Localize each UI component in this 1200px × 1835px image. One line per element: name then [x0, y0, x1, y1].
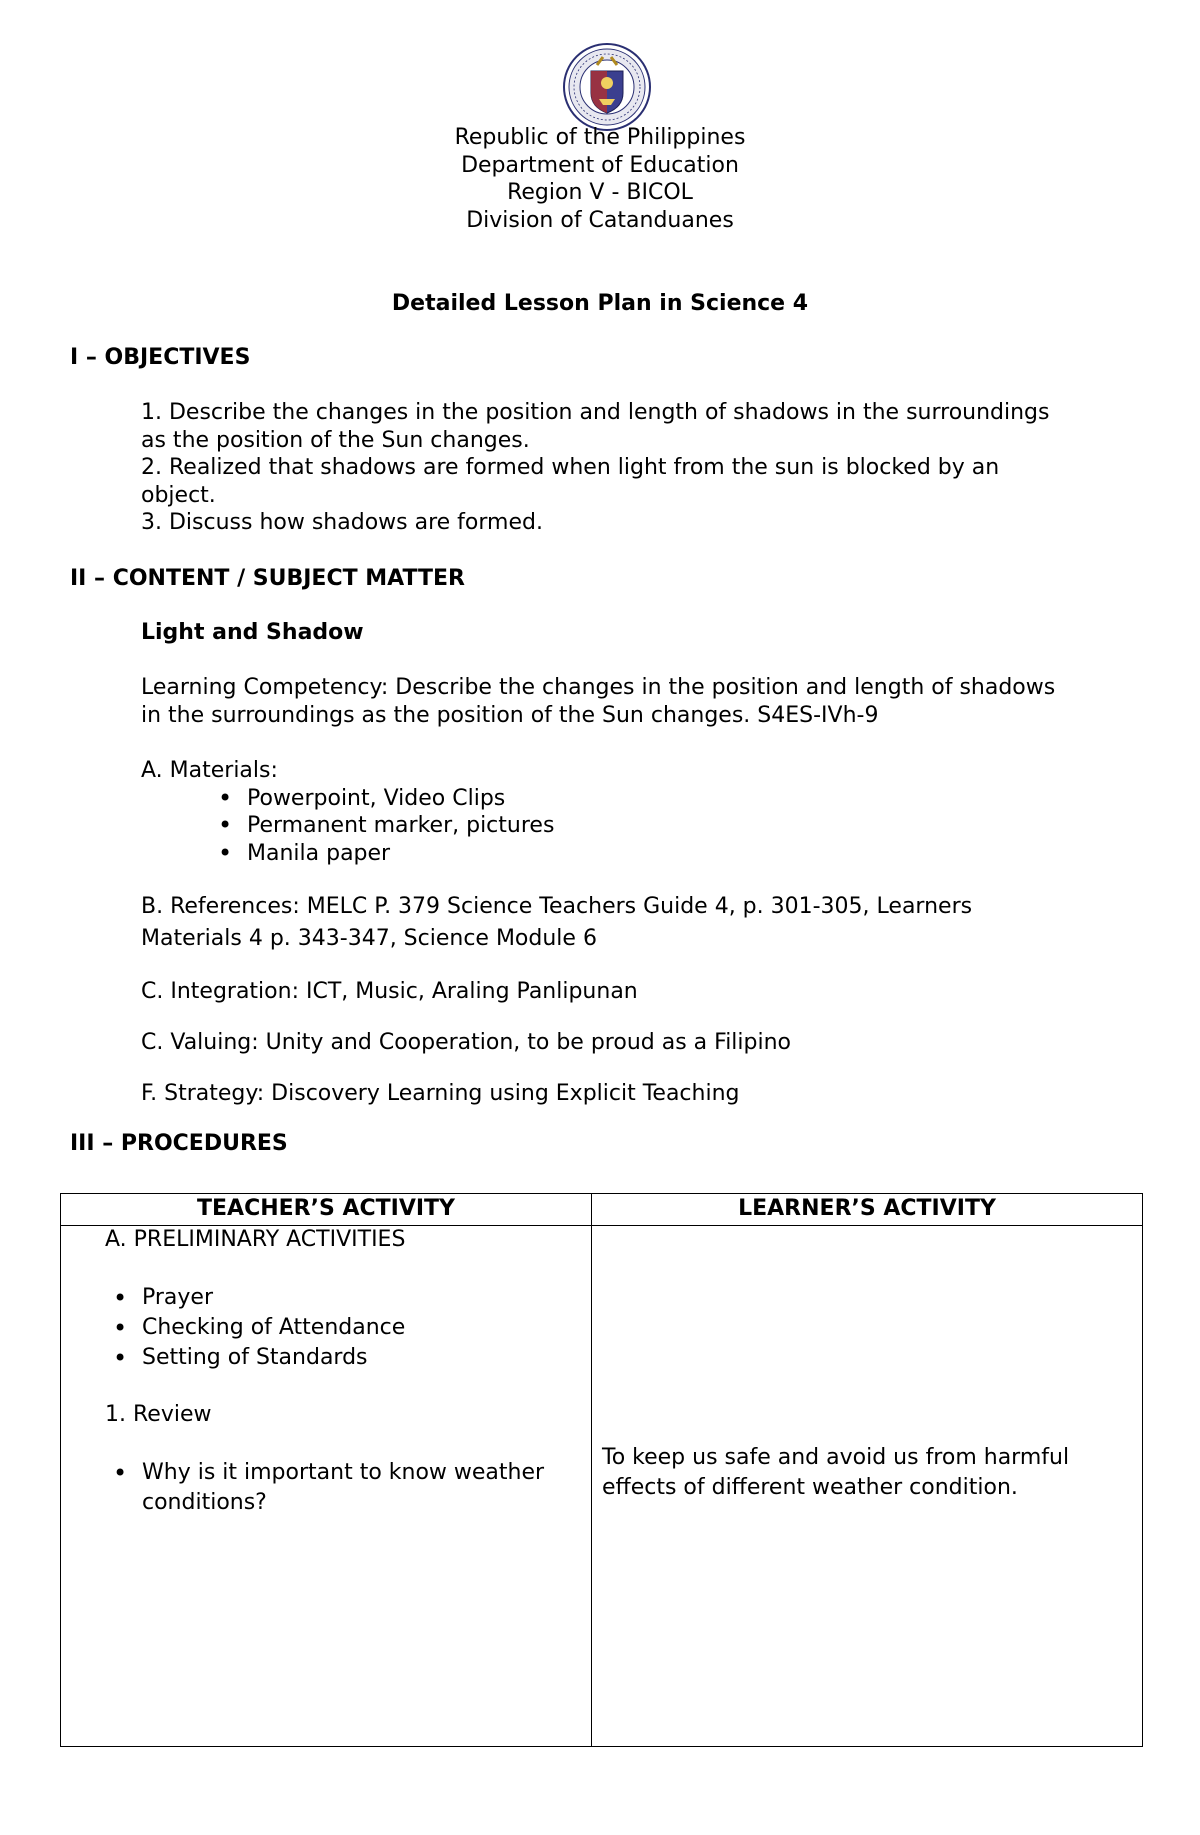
review-question: [142, 1458, 544, 1518]
materials-label: A. Materials:: [141, 758, 278, 783]
learner-answer-line: effects of different weather condition.: [602, 1475, 1018, 1500]
competency-line: Learning Competency: Describe the changes in the position and length of shadows: [141, 675, 1056, 700]
column-header-teacher: TEACHER’S ACTIVITY: [61, 1194, 592, 1226]
material-item: • Permanent marker, pictures: [247, 812, 554, 840]
competency-line: in the surroundings as the position of the Sun changes. S4ES-IVh-9: [141, 702, 879, 728]
objective-line: as the position of the Sun changes.: [141, 427, 530, 453]
references-line: B. References: MELC P. 379 Science Teachers Guide 4, p. 301-305, Learners: [141, 894, 973, 919]
procedures-table: [60, 1193, 1143, 1747]
learner-answer: [602, 1443, 1069, 1503]
column-header-learner: LEARNER’S ACTIVITY: [592, 1194, 1143, 1226]
deped-seal-logo: [563, 43, 651, 131]
strategy-line: F. Strategy: Discovery Learning using Explicit Teaching: [141, 1081, 740, 1106]
objective-line: 1. Describe the changes in the position and length of shadows in the surroundings: [141, 400, 1050, 425]
header-line-region: Region V - BICOL: [507, 180, 693, 205]
review-question-list: [142, 1458, 544, 1518]
valuing-line: C. Valuing: Unity and Cooperation, to be proud as a Filipino: [141, 1030, 792, 1055]
preliminary-activities-label: A. PRELIMINARY ACTIVITIES: [105, 1227, 406, 1252]
learner-activity-cell: [592, 1226, 1143, 1747]
material-item: • Manila paper: [247, 840, 554, 868]
preliminary-item: • Checking of Attendance: [142, 1313, 405, 1343]
teacher-activity-cell: [61, 1226, 592, 1747]
objectives-heading: I – OBJECTIVES: [70, 345, 251, 370]
procedures-heading: III – PROCEDURES: [70, 1131, 288, 1156]
preliminary-item: • Setting of Standards: [142, 1343, 405, 1373]
header-line-department: Department of Education: [461, 152, 739, 178]
material-item: • Powerpoint, Video Clips: [247, 785, 554, 813]
content-heading: II – CONTENT / SUBJECT MATTER: [70, 566, 465, 591]
materials-list: [247, 785, 554, 868]
preliminary-list: [142, 1283, 405, 1373]
topic-title: Light and Shadow: [141, 620, 364, 645]
review-question-line: conditions?: [142, 1490, 267, 1515]
objective-line: 2. Realized that shadows are formed when light from the sun is blocked by an: [141, 455, 1000, 480]
header-line-division: Division of Catanduanes: [466, 207, 734, 233]
references-line: Materials 4 p. 343-347, Science Module 6: [141, 926, 597, 951]
review-label: 1. Review: [105, 1402, 212, 1427]
header-line-republic: Republic of the Philippines: [454, 125, 746, 150]
preliminary-item: • Prayer: [142, 1283, 405, 1313]
objective-line: object.: [141, 482, 216, 508]
objective-line: 3. Discuss how shadows are formed.: [141, 510, 543, 535]
page-title: Detailed Lesson Plan in Science 4: [391, 291, 809, 316]
integration-line: C. Integration: ICT, Music, Araling Panlipunan: [141, 979, 638, 1004]
review-question-line: Why is it important to know weather: [142, 1460, 545, 1485]
learner-answer-line: To keep us safe and avoid us from harmful: [602, 1445, 1070, 1470]
